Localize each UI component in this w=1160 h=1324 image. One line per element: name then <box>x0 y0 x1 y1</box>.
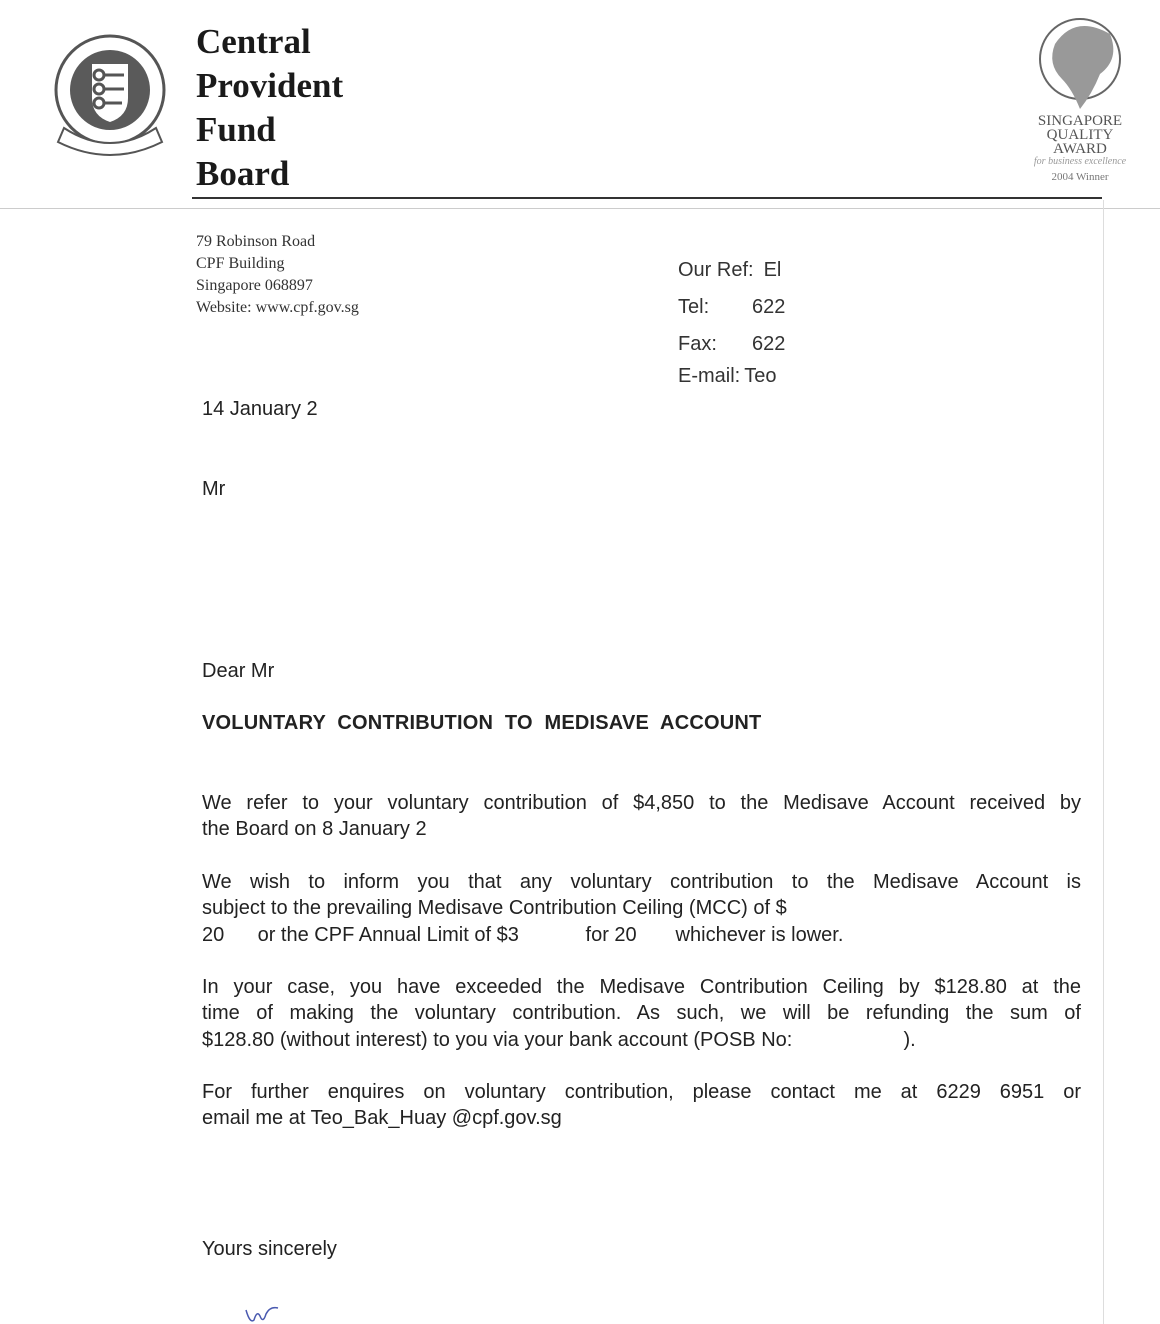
text-line: email me at Teo_Bak_Huay @cpf.gov.sg <box>202 1107 562 1130</box>
paragraph <box>202 790 1081 843</box>
email-value: Teo <box>744 365 777 387</box>
address-line: 79 Robinson Road <box>196 233 316 250</box>
text-line: $128.80 (without interest) to you via your bank account (POSB No: ). <box>202 1028 916 1051</box>
page-edge <box>1103 200 1104 1324</box>
lion-head-icon <box>1035 14 1125 109</box>
contact-block <box>678 259 785 402</box>
address-line: CPF Building <box>196 255 285 272</box>
closing: Yours sincerely <box>202 1238 337 1260</box>
paragraph <box>202 1079 1081 1132</box>
header-divider <box>192 197 1102 199</box>
award-year: 2004 Winner <box>1051 171 1109 183</box>
fax-label: Fax: <box>678 333 717 355</box>
email-label: E-mail: <box>678 365 741 387</box>
text-line: For further enquires on voluntary contribution, please contact me at 6229 6951 or <box>202 1081 1081 1103</box>
org-line: Central <box>196 22 311 61</box>
org-line: Provident <box>196 66 344 105</box>
quality-award-logo <box>1010 14 1150 194</box>
paragraph <box>202 869 1081 948</box>
sender-address <box>196 231 359 319</box>
text-line: We refer to your voluntary contribution of $4,850 to the Medisave Account received by <box>202 792 1081 814</box>
address-line: Singapore 068897 <box>196 277 313 294</box>
letter-date: 14 January 2 <box>202 398 318 420</box>
subject-heading: VOLUNTARY CONTRIBUTION TO MEDISAVE ACCOUNT <box>202 712 762 734</box>
text-line: the Board on 8 January 2 <box>202 818 427 841</box>
recipient-name: Mr <box>202 478 226 500</box>
org-line: Fund <box>196 110 276 149</box>
paragraph <box>202 974 1081 1053</box>
text-line: We wish to inform you that any voluntary contribution to the Medisave Account is <box>202 871 1081 893</box>
ref-value: El <box>763 259 782 281</box>
tel-value: 622 <box>752 296 786 318</box>
award-text: QUALITY <box>1046 127 1114 143</box>
award-text: AWARD <box>1053 141 1107 157</box>
ref-label: Our Ref: <box>678 259 754 281</box>
text-line: In your case, you have exceeded the Medisave Contribution Ceiling by $128.80 at the <box>202 976 1081 998</box>
text-line: time of making the voluntary contribution. As such, we will be refunding the sum of <box>202 1002 1081 1025</box>
signature-mark <box>243 1302 283 1324</box>
cpf-seal-logo <box>50 28 170 158</box>
award-tagline: for business excellence <box>1033 156 1127 167</box>
award-text: SINGAPORE <box>1037 113 1123 129</box>
text-line: subject to the prevailing Medisave Contribution Ceiling (MCC) of $ <box>202 897 787 920</box>
website-line: Website: www.cpf.gov.sg <box>196 299 359 316</box>
org-line: Board <box>196 154 290 193</box>
organization-name <box>196 20 343 196</box>
fax-value: 622 <box>752 333 786 355</box>
tel-label: Tel: <box>678 296 710 318</box>
scan-line <box>0 208 1160 209</box>
salutation: Dear Mr <box>202 660 275 682</box>
text-line: 20 or the CPF Annual Limit of $3 for 20 whichever is lower. <box>202 923 844 946</box>
